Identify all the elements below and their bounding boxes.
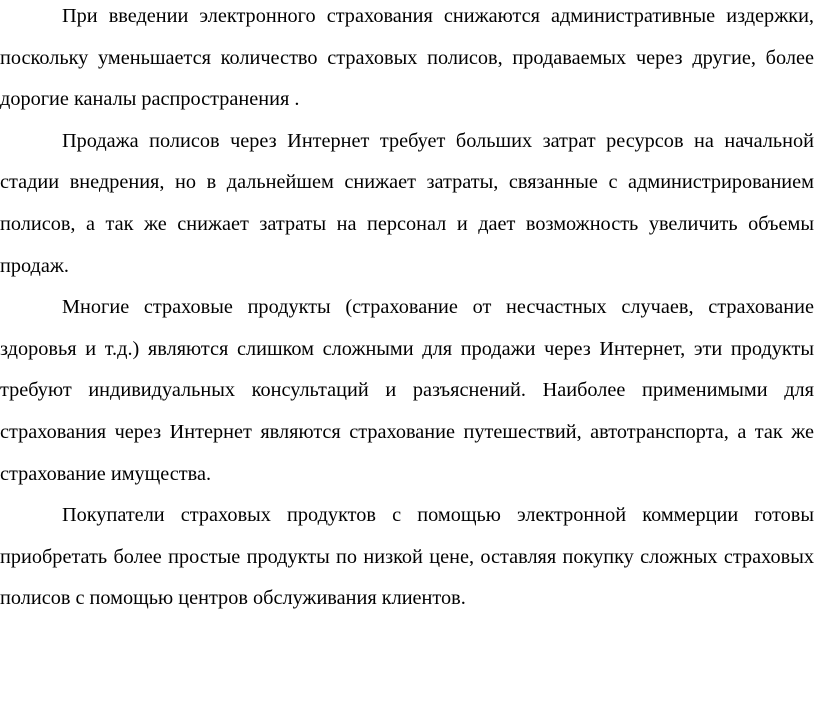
paragraph-internet-sales-costs: Продажа полисов через Интернет требует больших затрат ресурсов на начальной стадии внедрения, но в дальнейшем снижает затраты, связанные с администрированием полисов, а так же снижает затраты на персонал и дает возможность увеличить объемы продаж. (0, 129, 814, 277)
paragraph-electronic-insurance-costs: При введении электронного страхования снижаются административные издержки, поскольку уменьшается количество страховых полисов, продаваемых через другие, более дорогие каналы распространения . (0, 5, 814, 111)
paragraph-complex-products: Многие страховые продукты (страхование от несчастных случаев, страхование здоровья и т.д.) являются слишком сложными для продажи через Интернет, эти продукты требуют индивидуальных консультаций и разъяснений. Наиболее применимыми для страхования через Интернет являются страхование путешествий, автотранспорта, а так же страхование имущества. (0, 296, 814, 485)
paragraph-buyers-preferences: Покупатели страховых продуктов с помощью электронной коммерции готовы приобретать более простые продукты по низкой цене, оставляя покупку сложных страховых полисов с помощью центров обслуживания клиентов. (0, 504, 814, 610)
